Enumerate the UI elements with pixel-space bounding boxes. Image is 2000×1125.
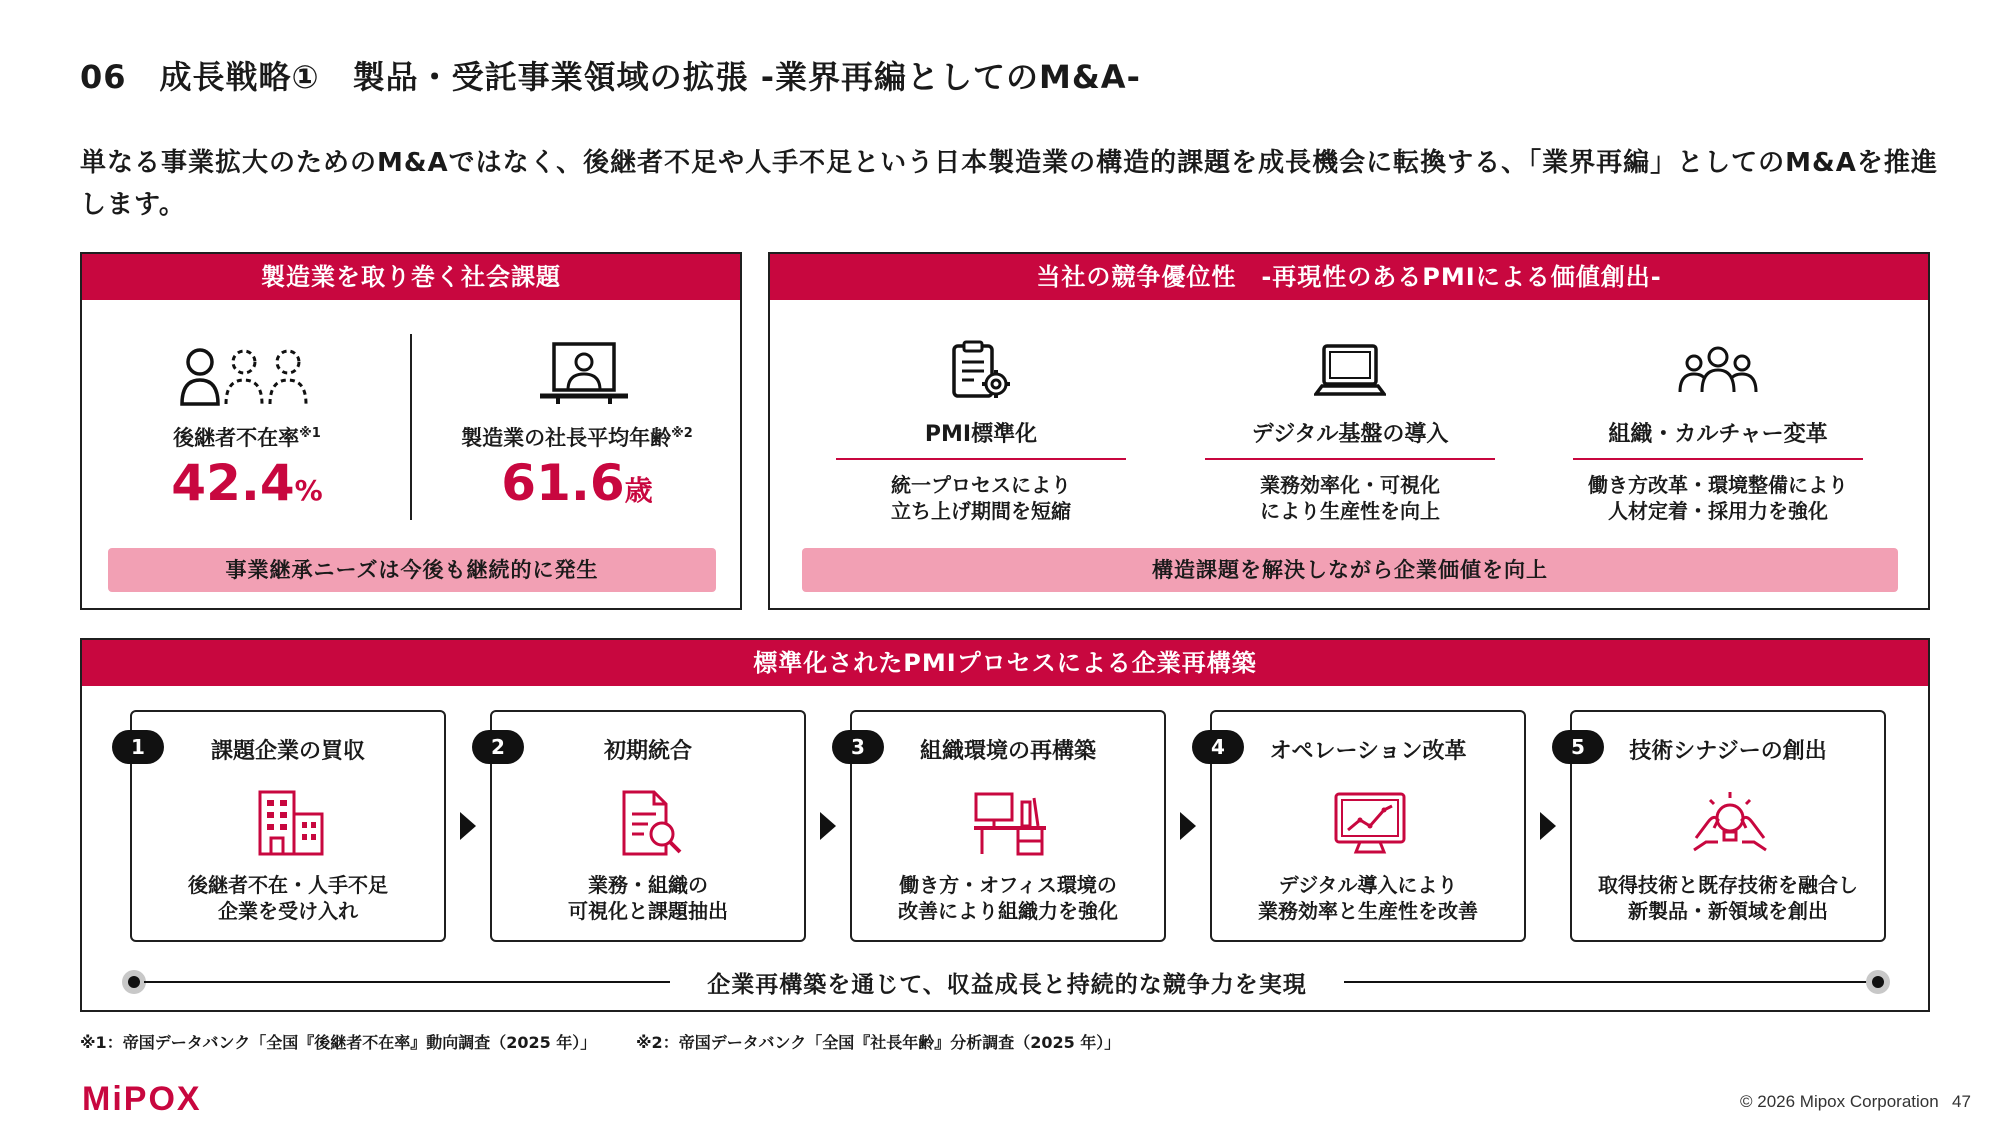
step-description: 後継者不在・人手不足 企業を受け入れ <box>188 873 388 923</box>
stat-label-president-age: 製造業の社長平均年齢$^{※2}$ <box>461 426 693 450</box>
social-issues-panel <box>80 252 742 610</box>
step-title: 課題企業の買収 <box>210 739 365 764</box>
step-description: 取得技術と既存技術を融合し 新製品・新領域を創出 <box>1598 873 1858 923</box>
stat-divider <box>410 334 412 520</box>
clipboard-gear-icon <box>948 340 1014 402</box>
advantage-conclusion: 構造課題を解決しながら企業価値を向上 <box>802 548 1898 592</box>
social-issues-conclusion: 事業継承ニーズは今後も継続的に発生 <box>108 548 716 592</box>
step-title: オペレーション改革 <box>1269 739 1467 764</box>
step-number-badge: 4 <box>1192 730 1244 764</box>
social-issues-heading: 製造業を取り巻く社会課題 <box>82 254 740 300</box>
advantage-panel <box>768 252 1930 610</box>
step-arrow-icon <box>820 812 836 840</box>
president-desk-icon <box>538 340 630 406</box>
advantage-desc: 働き方改革・環境整備により 人材定着・採用力を強化 <box>1588 473 1848 523</box>
stat-label-successor: 後継者不在率$^{※1}$ <box>173 426 321 450</box>
hands-lightbulb-icon <box>1692 788 1768 858</box>
chart-monitor-icon <box>1332 788 1408 858</box>
footnote-1: ※1：帝国データバンク「全国『後継者不在率』動向調査（2025 年）」 <box>80 1033 597 1052</box>
timeline-right-dot-icon <box>1866 970 1890 994</box>
step-arrow-icon <box>460 812 476 840</box>
team-icon <box>1676 346 1760 396</box>
step-arrow-icon <box>1180 812 1196 840</box>
advantage-title: PMI標準化 <box>836 410 1126 460</box>
building-icon <box>252 788 328 858</box>
step-number-badge: 3 <box>832 730 884 764</box>
lead-text: 単なる事業拡大のためのM&Aではなく、後継者不足や人手不足という日本製造業の構造的課題を成長機会に転換する、「業界再編」としてのM&Aを推進します。 <box>80 148 1938 220</box>
process-conclusion: 企業再構築を通じて、収益成長と持続的な競争力を実現 <box>707 972 1307 998</box>
step-title: 組織環境の再構築 <box>919 739 1096 764</box>
footnote-2: ※2：帝国データバンク「全国『社長年齢』分析調査（2025 年）」 <box>636 1033 1121 1052</box>
process-step-3 <box>850 710 1166 942</box>
advantage-item-culture <box>1573 410 1863 524</box>
process-step-4 <box>1210 710 1526 942</box>
step-description: 業務・組織の 可視化と課題抽出 <box>568 873 728 923</box>
advantage-title: デジタル基盤の導入 <box>1205 410 1495 460</box>
step-number-badge: 1 <box>112 730 164 764</box>
stat-value-successor: 42.4% <box>171 454 323 512</box>
step-description: 働き方・オフィス環境の 改善により組織力を強化 <box>898 873 1118 923</box>
advantage-title: 組織・カルチャー変革 <box>1573 410 1863 460</box>
process-heading: 標準化されたPMIプロセスによる企業再構築 <box>82 640 1928 686</box>
stat-value-president-age: 61.6歳 <box>501 454 653 512</box>
copyright-text: © 2026 Mipox Corporation <box>1740 1092 1939 1111</box>
document-search-icon <box>612 788 688 858</box>
advantage-desc: 統一プロセスにより 立ち上げ期間を短縮 <box>891 473 1071 523</box>
advantage-desc: 業務効率化・可視化 により生産性を向上 <box>1260 473 1440 523</box>
advantage-heading: 当社の競争優位性 -再現性のあるPMIによる価値創出- <box>770 254 1928 300</box>
process-panel <box>80 638 1930 1012</box>
company-logo: MiPOX <box>82 1080 202 1118</box>
advantage-item-digital <box>1205 410 1495 524</box>
page-number: 47 <box>1952 1092 1971 1111</box>
step-title: 初期統合 <box>603 739 692 764</box>
office-desk-icon <box>972 788 1048 858</box>
advantage-item-pmi <box>836 410 1126 524</box>
process-step-1 <box>130 710 446 942</box>
step-description: デジタル導入により 業務効率と生産性を改善 <box>1258 873 1478 923</box>
process-step-2 <box>490 710 806 942</box>
step-number-badge: 2 <box>472 730 524 764</box>
laptop-icon <box>1314 342 1386 400</box>
timeline-left-dot-icon <box>122 970 146 994</box>
process-step-5 <box>1570 710 1886 942</box>
timeline-line-right <box>1344 981 1868 983</box>
step-title: 技術シナジーの創出 <box>1629 739 1827 764</box>
step-arrow-icon <box>1540 812 1556 840</box>
step-number-badge: 5 <box>1552 730 1604 764</box>
people-absent-icon <box>180 346 310 408</box>
page-title: 06 成長戦略① 製品・受託事業領域の拡張 -業界再編としてのM&A- <box>80 58 1141 96</box>
timeline-line-left <box>144 981 670 983</box>
